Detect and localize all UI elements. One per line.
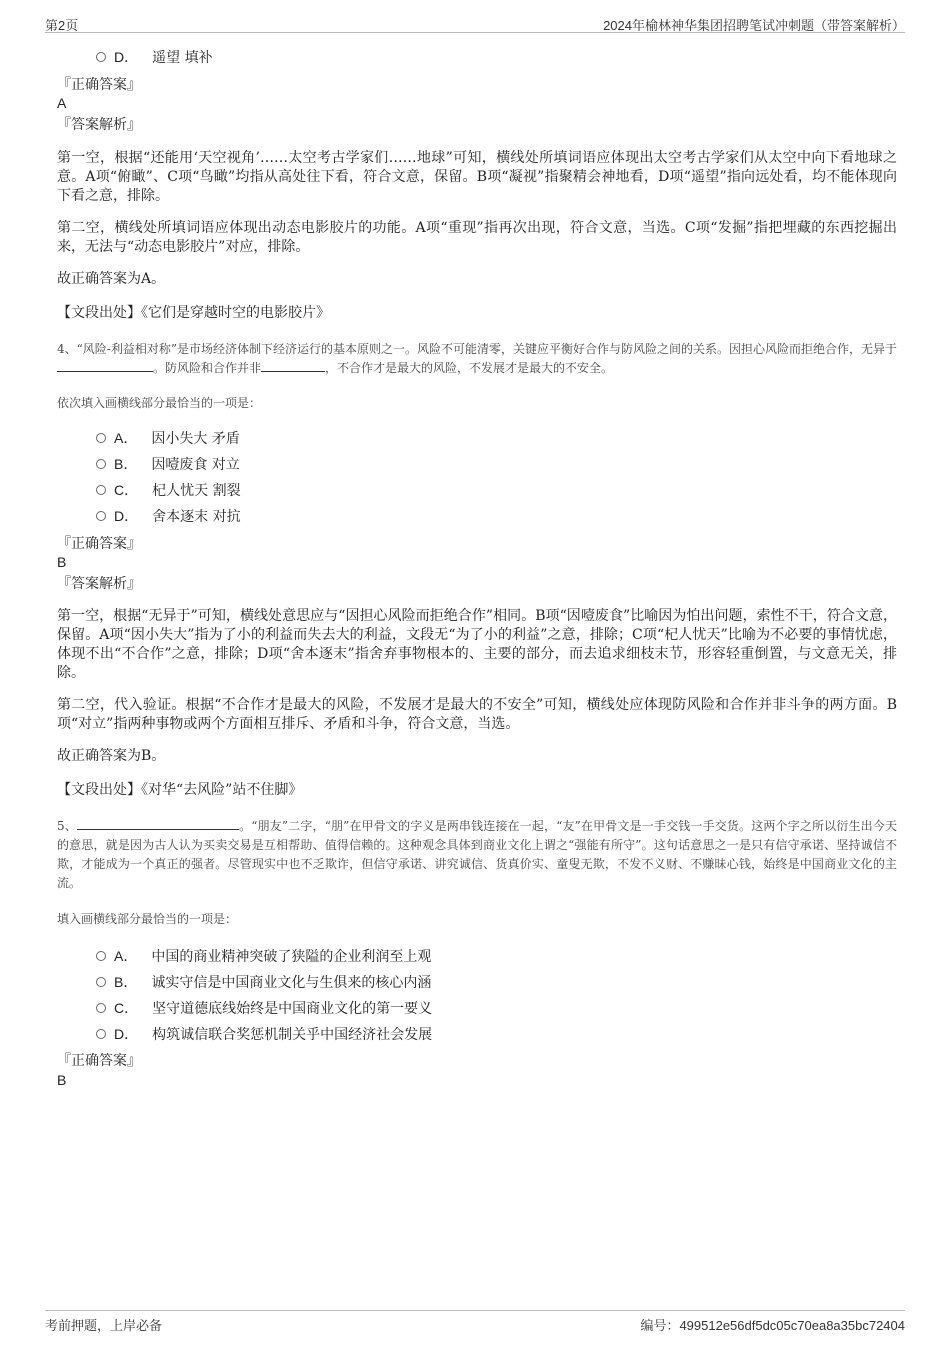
q4-source: 【文段出处】《对华“去风险”站不住脚》 <box>57 782 303 798</box>
q5-option-d[interactable]: D． 构筑诚信联合奖惩机制关乎中国经济社会发展 <box>96 1024 432 1044</box>
page-header <box>45 12 905 33</box>
q5-answer-label: 『正确答案』 <box>57 1053 141 1069</box>
q5-blank <box>77 817 239 830</box>
page-footer <box>45 1310 905 1333</box>
page-number: 第2页 <box>45 18 79 33</box>
document-title: 2024年榆林神华集团招聘笔试冲刺题（带答案解析） <box>603 18 905 33</box>
q4-analysis-p1: 第一空，根据“无异于”可知，横线处意思应与“因担心风险而拒绝合作”相同。B项“因噎废食”比喻因为怕出问题，索性不干，符合文意，保留。A项“因小失大”指为了小的利益而失去大的利益，文段无“为了小的利益”之意，排除；C项“杞人忧天”比喻为不必要的事情忧虑，体现不出“不合作”之意，排除；D项“舍本逐末”指舍弃事物根本的、主要的部分，而去追求细枝末节，形容轻重倒置，与文意无关，排除。 <box>57 608 897 681</box>
q3-analysis-p1: 第一空，根据“还能用‘天空视角’……太空考古学家们……地球”可知，横线处所填词语应体现出太空考古学家们从太空中向下看地球之意。A项“俯瞰”、C项“鸟瞰”均指从高处往下看，符合文意，保留。B项“凝视”指聚精会神地看，D项“遥望”指向远处看，均不能体现向下看之意，排除。 <box>57 150 897 204</box>
q5-answer: B <box>57 1072 67 1088</box>
q4-analysis-p2: 第二空，代入验证。根据“不合作才是最大的风险，不发展才是最大的不安全”可知，横线处应体现防风险和合作并非斗争的两方面。B项“对立”指两种事物或两个方面相互排斥、矛盾和斗争，符合文意，当选。 <box>57 697 897 732</box>
q3-analysis-p2: 第二空，横线处所填词语应体现出动态电影胶片的功能。A项“重现”指再次出现，符合文意，当选。C项“发掘”指把埋藏的东西挖掘出来，无法与“动态电影胶片”对应，排除。 <box>57 220 897 255</box>
q3-answer-label: 『正确答案』 <box>57 77 141 93</box>
radio-icon[interactable] <box>96 951 106 961</box>
q3-analysis-label: 『答案解析』 <box>57 117 141 133</box>
q5-question: 5、 。“朋友”二字，“朋”在甲骨文的字义是两串钱连接在一起，“友”在甲骨文是一手交钱一手交货。这两个字之所以衍生出今天的意思，就是因为古人认为买卖交易是互相帮助、值得信赖的。这种观念具体到商业文化上谓之“强能有所守”。这句话意思之一是只有信守承诺、坚持诚信不欺，才能成为一个真正的强者。尽管现实中也不乏欺诈，但信守承诺、讲究诚信、货真价实、童叟无欺，不发不义财、不赚昧心钱，始终是中国商业文化的主流。 <box>57 819 897 890</box>
radio-icon[interactable] <box>96 459 106 469</box>
q5-option-c[interactable]: C． 坚守道德底线始终是中国商业文化的第一要义 <box>96 998 432 1018</box>
q4-instruction: 依次填入画横线部分最恰当的一项是： <box>57 396 262 410</box>
q4-question: 4、“风险-利益相对称”是市场经济体制下经济运行的基本原则之一。风险不可能清零，关键应平衡好合作与防风险之间的关系。因担心风险而拒绝合作，无异于。防风险和合作并非 ，不合作才是最大的风险，不发展才是最大的不安全。 <box>57 342 897 375</box>
q4-conclusion: 故正确答案为B。 <box>57 748 166 764</box>
radio-icon[interactable] <box>96 1003 106 1013</box>
q4-blank-2 <box>261 359 325 372</box>
q3-source: 【文段出处】《它们是穿越时空的电影胶片》 <box>57 305 330 321</box>
radio-icon[interactable] <box>96 485 106 495</box>
radio-icon[interactable] <box>96 433 106 443</box>
q4-answer: B <box>57 554 67 570</box>
q4-blank-1 <box>57 359 153 372</box>
radio-icon[interactable] <box>96 977 106 987</box>
radio-icon[interactable] <box>96 1029 106 1039</box>
q5-instruction: 填入画横线部分最恰当的一项是： <box>57 912 238 926</box>
q5-option-a[interactable]: A． 中国的商业精神突破了狭隘的企业利润至上观 <box>96 946 431 966</box>
radio-icon[interactable] <box>96 52 106 62</box>
q5-option-b[interactable]: B． 诚实守信是中国商业文化与生俱来的核心内涵 <box>96 972 431 992</box>
footer-slogan: 考前押题，上岸必备 <box>45 1318 163 1333</box>
q4-option-b[interactable]: B． 因噎废食 对立 <box>96 454 240 474</box>
q4-option-c[interactable]: C． 杞人忧天 割裂 <box>96 480 241 500</box>
radio-icon[interactable] <box>96 511 106 521</box>
q4-option-d[interactable]: D． 舍本逐末 对抗 <box>96 506 241 526</box>
q4-option-a[interactable]: A． 因小失大 矛盾 <box>96 428 240 448</box>
q3-conclusion: 故正确答案为A。 <box>57 271 166 287</box>
q3-option-d[interactable]: D． 遥望 填补 <box>96 47 213 67</box>
document-id: 编号：499512e56df5dc05c70ea8a35bc72404 <box>640 1318 905 1333</box>
q4-answer-label: 『正确答案』 <box>57 536 141 552</box>
q3-answer: A <box>57 95 67 111</box>
q4-analysis-label: 『答案解析』 <box>57 576 141 592</box>
